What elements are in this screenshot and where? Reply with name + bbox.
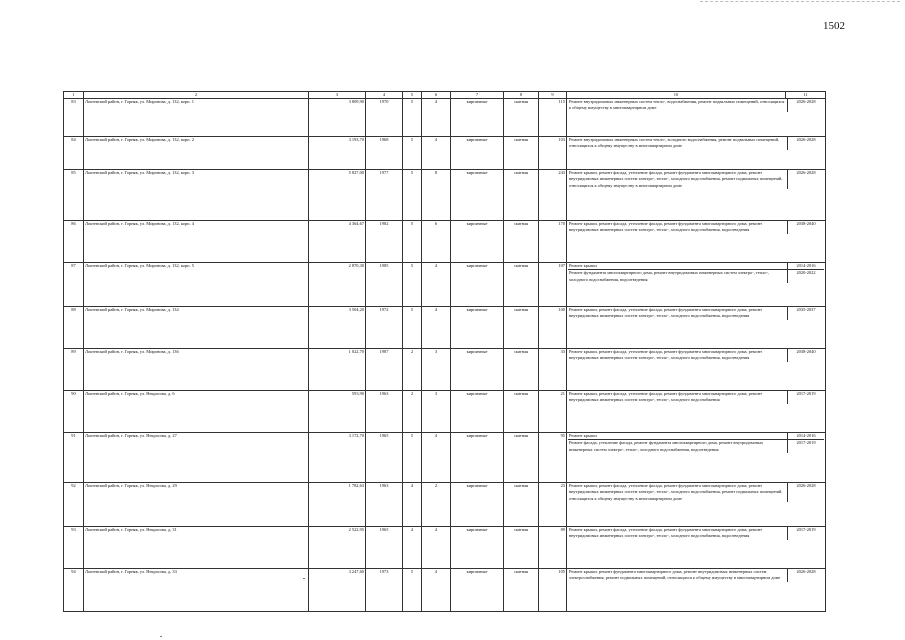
roof-type-cell: скатная xyxy=(504,221,539,263)
address-cell: Локтевский район, г. Горняк, ул. Миронова, д. 132, корп. 5 xyxy=(84,263,309,307)
work-item xyxy=(568,483,824,502)
address-cell: Локтевский район, г. Горняк, ул. Некрасова, д. 6 xyxy=(84,391,309,433)
works-cell xyxy=(567,263,826,307)
area-cell: 3 809,90 xyxy=(309,99,366,137)
work-item xyxy=(568,99,824,112)
work-period: 2020-2022 xyxy=(787,270,824,283)
walls-material-cell: кирпичные xyxy=(451,349,504,391)
work-period: 2014-2016 xyxy=(787,263,824,269)
column-header: 2 xyxy=(84,92,309,99)
address-cell: Локтевский район, г. Горняк, ул. Миронова, д. 134 xyxy=(84,307,309,349)
table-body xyxy=(64,99,826,612)
row-number: 83 xyxy=(64,99,84,137)
work-description: Ремонт фасада, утепление фасада, ремонт фундамента многоквартирного дома, ремонт внутридомовых инженерных систем электро-, тепло-, холодного водоснабжения, водоотведения xyxy=(569,440,764,452)
roof-type-cell: скатная xyxy=(504,99,539,137)
page-number: 1502 xyxy=(823,20,845,32)
scan-speck xyxy=(160,636,162,637)
floors-cell: 5 xyxy=(403,137,422,170)
floors-cell: 5 xyxy=(403,569,422,612)
work-item xyxy=(568,307,824,320)
apartments-cell: 89 xyxy=(539,527,567,569)
row-number: 94 xyxy=(64,569,84,612)
area-cell: 1 022,70 xyxy=(309,349,366,391)
works-cell xyxy=(567,349,826,391)
scan-top-edge xyxy=(700,1,900,2)
column-number-row xyxy=(64,92,826,99)
entrances-cell: 2 xyxy=(422,483,451,527)
walls-material-cell: кирпичные xyxy=(451,527,504,569)
work-description: Ремонт крыши xyxy=(569,263,597,268)
work-description: Ремонт крыши, ремонт фасада, утепление фасада, ремонт фундамента многоквартирного дома, ремонт внутридомовых инженерных систем электро-, тепло-, холодного водоснабжения, водоотведения xyxy=(569,349,763,361)
works-cell xyxy=(567,170,826,221)
row-number: 89 xyxy=(64,349,84,391)
work-description: Ремонт крыши, ремонт фасада, утепление фасада, ремонт фундамента многоквартирного дома, ремонт внутридомовых инженерных систем электро-, тепло-, холодного водоснабжения, ремонт подвальных помещений, относящихся к общему имуществу в многоквартирном доме xyxy=(569,170,783,188)
work-item xyxy=(568,527,824,540)
address-cell: Локтевский район, г. Горняк, ул. Миронова, д. 132, корп. 4 xyxy=(84,221,309,263)
work-period: 2035-2037 xyxy=(787,307,824,320)
work-item xyxy=(568,569,824,582)
walls-material-cell: кирпичные xyxy=(451,170,504,221)
entrances-cell: 4 xyxy=(422,307,451,349)
table-row xyxy=(64,391,826,433)
work-period: 2038-2040 xyxy=(787,221,824,234)
year-cell: 1987 xyxy=(366,349,403,391)
row-number: 90 xyxy=(64,391,84,433)
column-header: 6 xyxy=(422,92,451,99)
roof-type-cell: скатная xyxy=(504,433,539,483)
work-period: 2026-2028 xyxy=(787,569,824,582)
work-period: 2026-2028 xyxy=(787,483,824,502)
column-header: 8 xyxy=(504,92,539,99)
work-description: Ремонт крыши, ремонт фундамента многоквартирного дома, ремонт внутридомовых инженерных систем электроснабжения, ремонт подвальных помещений, относящихся к общему имуществу в многоквартирном доме xyxy=(569,569,781,581)
entrances-cell: 3 xyxy=(422,349,451,391)
works-cell xyxy=(567,483,826,527)
year-cell: 1965 xyxy=(366,433,403,483)
apartments-cell: 33 xyxy=(539,349,567,391)
floors-cell: 5 xyxy=(403,263,422,307)
area-cell: 3 172,70 xyxy=(309,433,366,483)
work-period: 2014-2016 xyxy=(787,433,824,439)
year-cell: 1977 xyxy=(366,170,403,221)
address-cell: Локтевский район, г. Горняк, ул. Миронова, д. 132, корп. 2 xyxy=(84,137,309,170)
roof-type-cell: скатная xyxy=(504,349,539,391)
walls-material-cell: кирпичные xyxy=(451,483,504,527)
row-number: 93 xyxy=(64,527,84,569)
work-item xyxy=(568,137,824,150)
area-cell: 593,90 xyxy=(309,391,366,433)
work-description: Ремонт внутридомовых инженерных систем тепло-, холодного водоснабжения, ремонт подвальных помещений, относящихся к общему имуществу в многоквартирном доме xyxy=(569,137,780,149)
table-row xyxy=(64,483,826,527)
table-row xyxy=(64,349,826,391)
apartments-cell: 95 xyxy=(539,433,567,483)
work-period: 2026-2028 xyxy=(787,170,824,189)
work-description: Ремонт крыши, ремонт фасада, утепление фасада, ремонт фундамента многоквартирного дома, ремонт внутридомовых инженерных систем электро-, тепло-, холодного водоснабжения, водоотведения xyxy=(569,221,763,233)
roof-type-cell: скатная xyxy=(504,391,539,433)
year-cell: 1982 xyxy=(366,221,403,263)
roof-type-cell: скатная xyxy=(504,170,539,221)
table-row xyxy=(64,263,826,307)
floors-cell: 2 xyxy=(403,391,422,433)
works-cell xyxy=(567,137,826,170)
work-item xyxy=(568,433,824,439)
work-period: 2026-2028 xyxy=(787,99,824,112)
column-header: 4 xyxy=(366,92,403,99)
year-cell: 1970 xyxy=(366,99,403,137)
walls-material-cell: кирпичные xyxy=(451,391,504,433)
floors-cell: 5 xyxy=(403,433,422,483)
walls-material-cell: кирпичные xyxy=(451,221,504,263)
work-description: Ремонт крыши, ремонт фасада, утепление фасада, ремонт фундамента многоквартирного дома, ремонт внутридомовых инженерных систем электро-, тепло-, холодного водоснабжения xyxy=(569,391,763,403)
year-cell: 1972 xyxy=(366,307,403,349)
column-header: 11 xyxy=(786,92,826,99)
works-cell xyxy=(567,99,826,137)
row-number: 92 xyxy=(64,483,84,527)
floors-cell: 5 xyxy=(403,221,422,263)
address-cell: Локтевский район, г. Горняк, ул. Миронова, д. 136 xyxy=(84,349,309,391)
table-row xyxy=(64,170,826,221)
year-cell: 1968 xyxy=(366,137,403,170)
work-item xyxy=(568,349,824,362)
walls-material-cell: кирпичные xyxy=(451,433,504,483)
table-row xyxy=(64,527,826,569)
works-cell xyxy=(567,569,826,612)
walls-material-cell: кирпичные xyxy=(451,137,504,170)
row-number: 86 xyxy=(64,221,84,263)
apartments-cell: 115 xyxy=(539,99,567,137)
row-number: 91 xyxy=(64,433,84,483)
entrances-cell: 4 xyxy=(422,433,451,483)
work-period: 2038-2040 xyxy=(787,349,824,362)
address-cell: Локтевский район, г. Горняк, ул. Миронова, д. 132, корп. 1 xyxy=(84,99,309,137)
work-item xyxy=(568,170,824,189)
year-cell: 1965 xyxy=(366,527,403,569)
year-cell: 1973 xyxy=(366,569,403,612)
address-cell: Локтевский район, г. Горняк, ул. Некрасова, д. 29 xyxy=(84,483,309,527)
apartments-cell: 105 xyxy=(539,569,567,612)
table-row xyxy=(64,99,826,137)
entrances-cell: 4 xyxy=(422,99,451,137)
area-cell: 1 782,63 xyxy=(309,483,366,527)
area-cell: 3 247,60 xyxy=(309,569,366,612)
address-cell: Локтевский район, г. Горняк, ул. Миронова, д. 132, корп. 3 xyxy=(84,170,309,221)
row-number: 84 xyxy=(64,137,84,170)
floors-cell: 4 xyxy=(403,483,422,527)
apartments-cell: 107 xyxy=(539,263,567,307)
works-cell xyxy=(567,307,826,349)
area-cell: 3 504,20 xyxy=(309,307,366,349)
work-item xyxy=(568,391,824,404)
work-period: 2017-2019 xyxy=(787,440,824,453)
year-cell: 1963 xyxy=(366,483,403,527)
entrances-cell: 8 xyxy=(422,170,451,221)
floors-cell: 5 xyxy=(403,307,422,349)
apartments-cell: 23 xyxy=(539,483,567,527)
table-row xyxy=(64,221,826,263)
apartments-cell: 103 xyxy=(539,137,567,170)
floors-cell: 5 xyxy=(403,170,422,221)
roof-type-cell: скатная xyxy=(504,307,539,349)
works-cell xyxy=(567,391,826,433)
work-description: Ремонт крыши, ремонт фасада, утепление фасада, ремонт фундамента многоквартирного дома, ремонт внутридомовых инженерных систем электро-, тепло-, холодного водоснабжения, водоотведения xyxy=(569,527,763,539)
capital-repair-table xyxy=(63,91,826,612)
roof-type-cell: скатная xyxy=(504,527,539,569)
work-item xyxy=(568,439,824,453)
work-period: 2017-2019 xyxy=(787,391,824,404)
column-header: 10 xyxy=(567,92,786,99)
roof-type-cell: скатная xyxy=(504,569,539,612)
walls-material-cell: кирпичные xyxy=(451,307,504,349)
works-cell xyxy=(567,221,826,263)
apartments-cell: 21 xyxy=(539,391,567,433)
area-cell: 4 364,67 xyxy=(309,221,366,263)
entrances-cell: 6 xyxy=(422,221,451,263)
entrances-cell: 4 xyxy=(422,263,451,307)
column-header: 7 xyxy=(451,92,504,99)
column-header: 1 xyxy=(64,92,84,99)
work-period: 2017-2019 xyxy=(787,527,824,540)
column-header: 9 xyxy=(539,92,567,99)
work-description: Ремонт фундамента многоквартирного дома, ремонт внутридомовых инженерных систем электро-, тепло-, холодного водоснабжения, водоотведения xyxy=(569,270,770,282)
work-description: Ремонт крыши, ремонт фасада, утепление фасада, ремонт фундамента многоквартирного дома, ремонт внутридомовых инженерных систем электро-, тепло-, холодного водоснабжения, водоотведения xyxy=(569,307,763,319)
work-item xyxy=(568,221,824,234)
work-description: Ремонт крыши, ремонт фасада, утепление фасада, ремонт фундамента многоквартирного дома, ремонт внутридомовых инженерных систем электро-, тепло-, холодного водоснабжения, ремонт подвальных помещений, относящихся к общему имуществу в многоквартирном доме xyxy=(569,483,783,501)
walls-material-cell: кирпичные xyxy=(451,99,504,137)
entrances-cell: 3 xyxy=(422,391,451,433)
table-row xyxy=(64,307,826,349)
column-header: 5 xyxy=(403,92,422,99)
roof-type-cell: скатная xyxy=(504,263,539,307)
table-row xyxy=(64,137,826,170)
walls-material-cell: кирпичные xyxy=(451,569,504,612)
table-row xyxy=(64,433,826,483)
area-cell: 3 193,70 xyxy=(309,137,366,170)
column-header: 3 xyxy=(309,92,366,99)
works-cell xyxy=(567,527,826,569)
row-number: 87 xyxy=(64,263,84,307)
table-row xyxy=(64,569,826,612)
work-description: Ремонт крыши xyxy=(569,433,597,438)
work-description: Ремонт внутридомовых инженерных систем тепло-, водоснабжения, ремонт подвальных помещений, относящихся к общему имуществу в многоквартирном доме xyxy=(569,99,785,111)
entrances-cell: 4 xyxy=(422,527,451,569)
entrances-cell: 4 xyxy=(422,137,451,170)
work-item xyxy=(568,263,824,269)
apartments-cell: 243 xyxy=(539,170,567,221)
works-cell xyxy=(567,433,826,483)
year-cell: 1985 xyxy=(366,263,403,307)
walls-material-cell: кирпичные xyxy=(451,263,504,307)
address-cell: Локтевский район, г. Горняк, ул. Некрасова, д. 31 xyxy=(84,527,309,569)
area-cell: 2 522,95 xyxy=(309,527,366,569)
apartments-cell: 170 xyxy=(539,221,567,263)
row-number: 88 xyxy=(64,307,84,349)
address-cell: Локтевский район, г. Горняк, ул. Некрасова, д. 27 xyxy=(84,433,309,483)
row-number: 85 xyxy=(64,170,84,221)
roof-type-cell: скатная xyxy=(504,137,539,170)
area-cell: 5 827,00 xyxy=(309,170,366,221)
address-cell: Локтевский район, г. Горняк, ул. Некрасова, д. 33 xyxy=(84,569,309,612)
year-cell: 1963 xyxy=(366,391,403,433)
scan-speck xyxy=(303,578,305,579)
work-period: 2026-2028 xyxy=(787,137,824,150)
floors-cell: 4 xyxy=(403,527,422,569)
floors-cell: 5 xyxy=(403,99,422,137)
work-item xyxy=(568,269,824,283)
apartments-cell: 100 xyxy=(539,307,567,349)
entrances-cell: 4 xyxy=(422,569,451,612)
roof-type-cell: скатная xyxy=(504,483,539,527)
floors-cell: 2 xyxy=(403,349,422,391)
area-cell: 2 870,30 xyxy=(309,263,366,307)
